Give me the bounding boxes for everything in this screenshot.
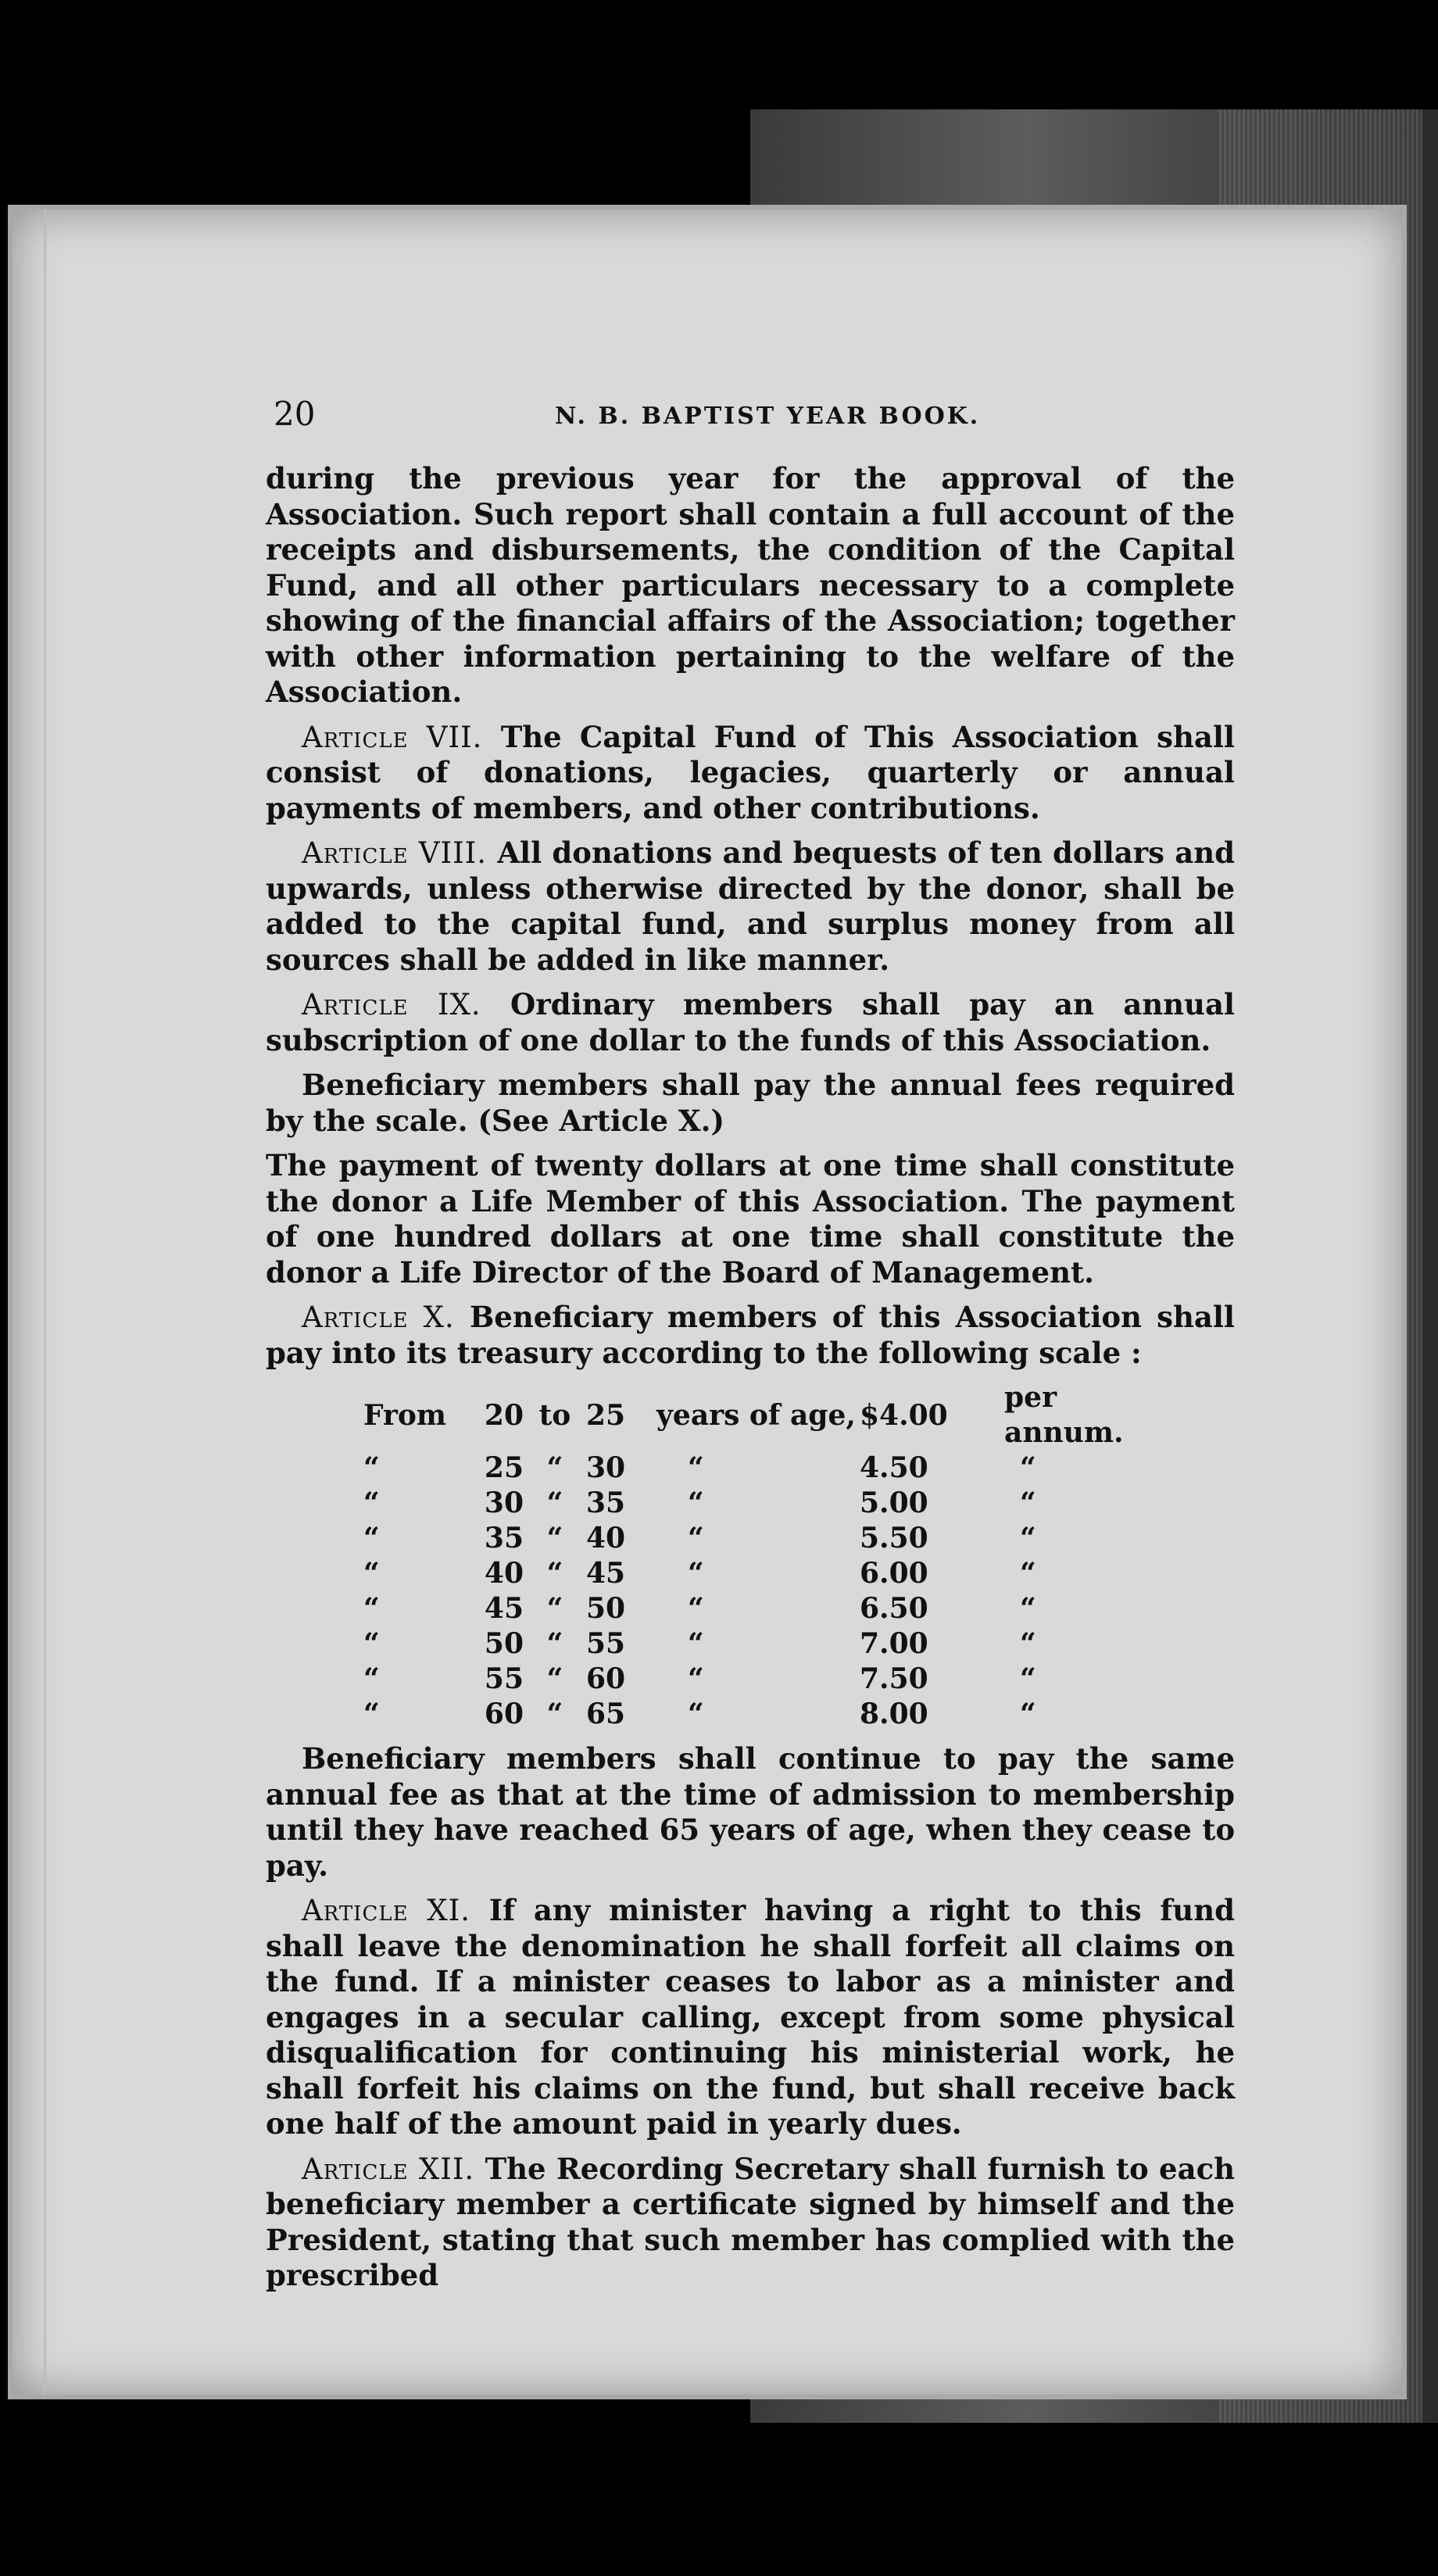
running-head: N. B. BAPTIST YEAR BOOK. bbox=[555, 402, 981, 430]
paragraph-beneficiary-fees bbox=[266, 1068, 1235, 1139]
fee-scale-table bbox=[363, 1380, 1176, 1732]
cell-to: “ bbox=[546, 1487, 563, 1519]
page-body bbox=[266, 461, 1235, 2303]
article-viii bbox=[266, 835, 1235, 978]
table-row bbox=[363, 1521, 1176, 1556]
cell-to: “ bbox=[546, 1592, 563, 1625]
cell-years: “ bbox=[688, 1522, 704, 1555]
cell-years: “ bbox=[688, 1698, 704, 1730]
cell-age-high: 35 bbox=[586, 1487, 626, 1519]
cell-from: “ bbox=[363, 1451, 380, 1484]
page-number: 20 bbox=[274, 395, 316, 433]
cell-per: “ bbox=[1020, 1592, 1036, 1625]
cell-age-low: 35 bbox=[484, 1522, 524, 1555]
table-row bbox=[363, 1486, 1176, 1521]
article-text: The Recording Secretary shall furnish to each beneficiary member a certificate signed by himself and the President, stating that such member has complied with the prescribed bbox=[266, 2151, 1235, 2292]
article-label: Article X. bbox=[302, 1301, 455, 1334]
cell-age-low: 45 bbox=[484, 1592, 524, 1625]
cell-per: per annum. bbox=[1004, 1381, 1124, 1449]
cell-age-high: 45 bbox=[586, 1557, 626, 1590]
paragraph-text: Beneficiary members shall continue to pay the same annual fee as that at the time of admission to membership until they have reached 65 years of age, when they cease to pay. bbox=[266, 1741, 1235, 1883]
cell-years: “ bbox=[688, 1592, 704, 1625]
cell-to: “ bbox=[546, 1698, 563, 1730]
cell-age-high: 60 bbox=[586, 1662, 626, 1695]
cell-to: “ bbox=[546, 1522, 563, 1555]
cell-from: From bbox=[363, 1398, 446, 1432]
cell-per: “ bbox=[1020, 1557, 1036, 1590]
cell-age-high: 55 bbox=[586, 1627, 626, 1660]
cell-per: “ bbox=[1020, 1698, 1036, 1730]
paragraph-text: during the previous year for the approval of the Association. Such report shall contain a full account of the receipts and disbursements, the condition of the Capital Fund, and all other particulars necessary to a complete showing of the financial affairs of the Association; together with other information pertaining to the welfare of the Association. bbox=[266, 461, 1235, 709]
cell-years: years of age, bbox=[656, 1398, 856, 1432]
article-x bbox=[266, 1300, 1235, 1371]
article-text: If any minister having a right to this fund shall leave the denomination he shall forfeit all claims on the fund. If a minister ceases to labor as a minister and engages in a secular calling, except from some physical disqualification for continuing his ministerial work, he shall forfeit his claims on the fund, but shall receive back one half of the amount paid in yearly dues. bbox=[266, 1893, 1235, 2141]
cell-age-low: 30 bbox=[484, 1487, 524, 1519]
cell-age-low: 55 bbox=[484, 1662, 524, 1695]
cell-from: “ bbox=[363, 1592, 380, 1625]
cell-age-high: 30 bbox=[586, 1451, 626, 1484]
article-label: Article XII. bbox=[302, 2152, 475, 2186]
cell-from: “ bbox=[363, 1487, 380, 1519]
cell-to: “ bbox=[546, 1557, 563, 1590]
article-label: Article XI. bbox=[302, 1894, 471, 1927]
article-ix bbox=[266, 987, 1235, 1058]
cell-age-low: 60 bbox=[484, 1698, 524, 1730]
cell-fee: 6.00 bbox=[860, 1557, 928, 1590]
cell-from: “ bbox=[363, 1522, 380, 1555]
cell-fee: 8.00 bbox=[860, 1698, 928, 1730]
table-row bbox=[363, 1626, 1176, 1662]
article-label: Article VIII. bbox=[302, 836, 488, 870]
paragraph-text: The payment of twenty dollars at one time shall constitute the donor a Life Member of this Association. The payment of one hundred dollars at one time shall constitute the donor a Life Director of the Board of Management. bbox=[266, 1148, 1235, 1290]
cell-per: “ bbox=[1020, 1662, 1036, 1695]
article-text: The Capital Fund of This Association shall consist of donations, legacies, quarterly or annual payments of members, and other contributions. bbox=[266, 719, 1235, 825]
cell-from: “ bbox=[363, 1627, 380, 1660]
table-row bbox=[363, 1556, 1176, 1591]
cell-age-high: 65 bbox=[586, 1698, 626, 1730]
article-label: Article IX. bbox=[302, 988, 481, 1021]
table-row bbox=[363, 1451, 1176, 1486]
cell-fee: $4.00 bbox=[860, 1398, 948, 1432]
paragraph-text: Beneficiary members shall pay the annual fees required by the scale. (See Article X.) bbox=[266, 1068, 1235, 1138]
cell-fee: 6.50 bbox=[860, 1592, 928, 1625]
table-row bbox=[363, 1697, 1176, 1732]
page-header bbox=[274, 395, 1258, 442]
cell-fee: 5.50 bbox=[860, 1522, 928, 1555]
paragraph-life-member bbox=[266, 1148, 1235, 1290]
table-row bbox=[363, 1662, 1176, 1697]
paragraph-continue-fee bbox=[266, 1741, 1235, 1884]
article-label: Article VII. bbox=[302, 720, 483, 754]
cell-from: “ bbox=[363, 1698, 380, 1730]
cell-to: “ bbox=[546, 1662, 563, 1695]
cell-per: “ bbox=[1020, 1487, 1036, 1519]
cell-per: “ bbox=[1020, 1522, 1036, 1555]
cell-age-low: 50 bbox=[484, 1627, 524, 1660]
paragraph-continuation bbox=[266, 461, 1235, 710]
cell-per: “ bbox=[1020, 1451, 1036, 1484]
cell-per: “ bbox=[1020, 1627, 1036, 1660]
cell-age-low: 20 bbox=[484, 1398, 524, 1432]
article-xii bbox=[266, 2152, 1235, 2294]
cell-to: “ bbox=[546, 1627, 563, 1660]
cell-years: “ bbox=[688, 1487, 704, 1519]
table-row bbox=[363, 1591, 1176, 1626]
cell-age-high: 50 bbox=[586, 1592, 626, 1625]
article-text: All donations and bequests of ten dollars and upwards, unless otherwise directed by the donor, shall be added to the capital fund, and surplus money from all sources shall be added in like manner. bbox=[266, 835, 1235, 977]
cell-age-high: 25 bbox=[586, 1398, 626, 1432]
cell-years: “ bbox=[688, 1662, 704, 1695]
cell-fee: 7.50 bbox=[860, 1662, 928, 1695]
cell-fee: 4.50 bbox=[860, 1451, 928, 1484]
cell-years: “ bbox=[688, 1557, 704, 1590]
cell-to: to bbox=[538, 1398, 571, 1432]
cell-fee: 5.00 bbox=[860, 1487, 928, 1519]
cell-age-low: 25 bbox=[484, 1451, 524, 1484]
article-xi bbox=[266, 1893, 1235, 2142]
cell-to: “ bbox=[546, 1451, 563, 1484]
article-text: Ordinary members shall pay an annual subscription of one dollar to the funds of this Association. bbox=[266, 987, 1235, 1057]
cell-years: “ bbox=[688, 1627, 704, 1660]
article-vii bbox=[266, 720, 1235, 827]
cell-age-high: 40 bbox=[586, 1522, 626, 1555]
article-text: Beneficiary members of this Association shall pay into its treasury according to the following scale : bbox=[266, 1300, 1235, 1370]
table-row bbox=[363, 1380, 1176, 1451]
cell-years: “ bbox=[688, 1451, 704, 1484]
cell-age-low: 40 bbox=[484, 1557, 524, 1590]
cell-fee: 7.00 bbox=[860, 1627, 928, 1660]
cell-from: “ bbox=[363, 1557, 380, 1590]
cell-from: “ bbox=[363, 1662, 380, 1695]
